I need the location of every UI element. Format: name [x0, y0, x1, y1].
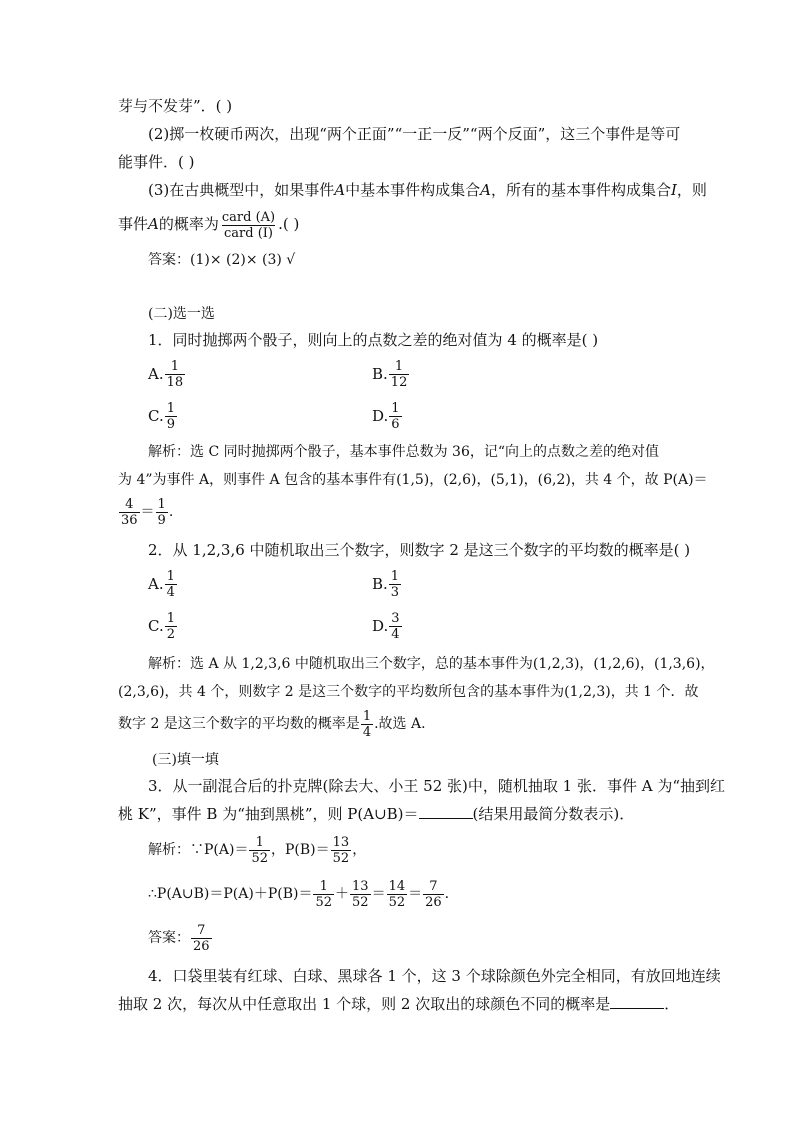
option-2b: B. $\frac{1}{3}$	[372, 568, 400, 600]
judge-question-3-cont: 事件A的概率为 $\frac{\text{card (A)}}{\text{card (I)}}$ .( )	[118, 209, 300, 241]
option-2d: D. $\frac{3}{4}$	[372, 610, 400, 642]
answer-blank	[610, 994, 664, 1009]
question-3-line-1: 3．从一副混合后的扑克牌(除去大、小王 52 张)中，随机抽取 1 张．事件 A 为“抽到红	[148, 777, 725, 795]
option-2c: C. $\frac{1}{2}$	[148, 610, 175, 642]
solution-2-line-1: 解析：选 A 从 1,2,3,6 中随机取出三个数字，总的基本事件为(1,2,3)，(1,2,6)，(1,3,6)，	[148, 656, 715, 672]
question-2: 2．从 1,2,3,6 中随机取出三个数字，则数字 2 是这三个数字的平均数的概率是( )	[148, 541, 691, 559]
solution-1-line-1: 解析：选 C 同时抛掷两个骰子，基本事件总数为 36，记“向上的点数之差的绝对值	[148, 444, 660, 460]
line-1: 芽与不发芽”．( )	[118, 97, 233, 115]
option-1a: A. $\frac{1}{18}$	[148, 358, 184, 390]
question-1: 1．同时抛掷两个骰子，则向上的点数之差的绝对值为 4 的概率是( )	[148, 331, 599, 349]
question-3-line-2: 桃 K”，事件 B 为“抽到黑桃”，则 P(A∪B)＝ (结果用最简分数表示)．	[118, 805, 635, 823]
answer-3: 答案： $\frac{7}{26}$	[148, 922, 210, 954]
option-2a: A. $\frac{1}{4}$	[148, 568, 175, 600]
section-heading-2: (二)选一选	[148, 306, 215, 322]
option-1b: B. $\frac{1}{12}$	[372, 358, 408, 390]
solution-3-line-2: ∴P(A∪B)＝P(A)＋P(B)＝ $\frac{1}{52}$ ＋ $\frac{13}{52}$ ＝ $\frac{14}{52}$ ＝ $\frac{7}{26}$ .	[148, 878, 450, 910]
fraction-card: $\frac{\text{card (A)}}{\text{card (I)}}$	[221, 209, 276, 241]
question-4-line-1: 4．口袋里装有红球、白球、黑球各 1 个，这 3 个球除颜色外完全相同，有放回地连续	[148, 967, 721, 985]
option-1c: C. $\frac{1}{9}$	[148, 400, 175, 432]
solution-1-line-3: $\frac{4}{36}$ ＝ $\frac{1}{9}$ .	[121, 496, 174, 528]
solution-2-line-3: 数字 2 是这三个数字的平均数的概率是 $\frac{1}{4}$ .故选 A.	[118, 708, 426, 740]
judge-question-2: (2)掷一枚硬币两次，出现“两个正面”“一正一反”“两个反面”，这三个事件是等可	[148, 125, 681, 143]
solution-3-line-1: 解析：∵P(A)＝ $\frac{1}{52}$ ，P(B)＝ $\frac{13}{52}$ ，	[148, 834, 367, 866]
answer-blank	[419, 804, 473, 819]
answer-1: 答案：(1)× (2)× (3) √	[148, 252, 296, 268]
question-4-line-2: 抽取 2 次，每次从中任意取出 1 个球，则 2 次取出的球颜色不同的概率是 ．	[118, 995, 680, 1013]
solution-1-line-2: 为 4”为事件 A，则事件 A 包含的基本事件有(1,5)，(2,6)，(5,1)，(6,2)，共 4 个，故 P(A)＝	[118, 472, 708, 488]
option-1d: D. $\frac{1}{6}$	[372, 400, 400, 432]
judge-question-3: (3)在古典概型中，如果事件A中基本事件构成集合A，所有的基本事件构成集合I，则	[148, 181, 707, 199]
judge-question-2-cont: 能事件．( )	[118, 153, 195, 171]
section-heading-3: (三)填一填	[152, 752, 219, 768]
solution-2-line-2: (2,3,6)，共 4 个，则数字 2 是这三个数字的平均数所包含的基本事件为(1,2,3)，共 1 个．故	[118, 684, 699, 700]
